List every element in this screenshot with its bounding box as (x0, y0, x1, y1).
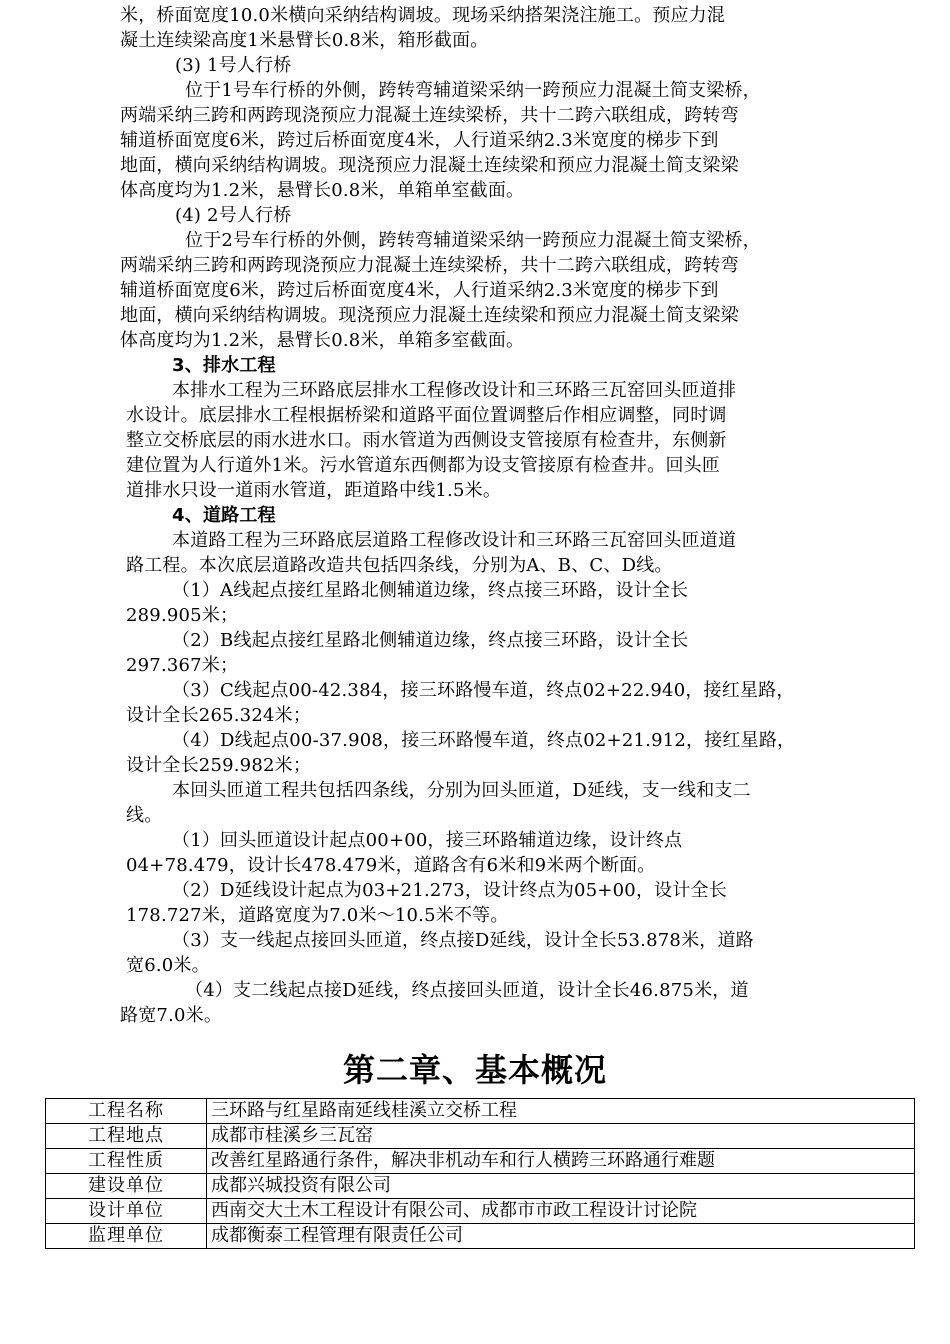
ramp-intro-2: 线。 (126, 805, 163, 826)
info-table-row (46, 1224, 915, 1249)
drainage-line-2: 水设计。底层排水工程根据桥梁和道路平面位置调整后作相应调整，同时调 (126, 405, 727, 426)
footbridge-2-line-4: 地面，横向采纳结构调坡。现浇预应力混凝土连续梁和预应力混凝土简支梁梁 (120, 305, 739, 326)
info-table-key: 工程名称 (46, 1099, 207, 1124)
project-info-table-body (46, 1099, 915, 1249)
heading-road: 4、道路工程 (172, 505, 276, 526)
ramp-3-line-2: 宽6.0米。 (126, 955, 210, 976)
ramp-1-line-2: 04+78.479，设计长478.479米，道路含有6米和9米两个断面。 (126, 855, 656, 876)
info-table-row (46, 1174, 915, 1199)
info-table-row (46, 1149, 915, 1174)
info-table-key: 监理单位 (46, 1224, 207, 1249)
info-table-row (46, 1099, 915, 1124)
road-line-2: 路工程。本次底层道路改造共包括四条线，分别为A、B、C、D线。 (126, 555, 673, 576)
ramp-1-line-1: （1）回头匝道设计起点00+00，接三环路辅道边缘，设计终点 (172, 830, 683, 851)
heading-drainage: 3、排水工程 (172, 355, 276, 376)
line-c-1: （3）C线起点00-42.384，接三环路慢车道，终点02+22.940，接红星路， (172, 680, 795, 701)
info-table-value: 西南交大土木工程设计有限公司、成都市市政工程设计讨论院 (207, 1199, 915, 1224)
info-table-key: 设计单位 (46, 1199, 207, 1224)
subheading-footbridge-2: (4) 2号人行桥 (175, 205, 292, 226)
info-table-value: 成都衡泰工程管理有限责任公司 (207, 1224, 915, 1249)
drainage-line-4: 建位置为人行道外1米。污水管道东西侧都为设支管接原有检查井。回头匝 (126, 455, 721, 476)
info-table-key: 工程性质 (46, 1149, 207, 1174)
intro-line-1: 米，桥面宽度10.0米横向采纳结构调坡。现场采纳搭架浇注施工。预应力混 (120, 5, 726, 26)
ramp-2-line-2: 178.727米，道路宽度为7.0米～10.5米不等。 (126, 905, 509, 926)
line-d-1: （4）D线起点00-37.908，接三环路慢车道，终点02+21.912，接红星路， (172, 730, 796, 751)
intro-line-2: 凝土连续梁高度1米悬臂长0.8米，箱形截面。 (120, 30, 489, 51)
info-table-row (46, 1124, 915, 1149)
info-table-value: 成都市桂溪乡三瓦窑 (207, 1124, 915, 1149)
line-b-1: （2）B线起点接红星路北侧辅道边缘，终点接三环路，设计全长 (172, 630, 689, 651)
info-table-value: 改善红星路通行条件，解决非机动车和行人横跨三环路通行难题 (207, 1149, 915, 1174)
info-table-row (46, 1199, 915, 1224)
info-table-value: 成都兴城投资有限公司 (207, 1174, 915, 1199)
footbridge-2-line-2: 两端采纳三跨和两跨现浇预应力混凝土连续梁桥，共十二跨六联组成，跨转弯 (120, 255, 739, 276)
footbridge-2-line-5: 体高度均为1.2米，悬臂长0.8米，单箱多室截面。 (120, 330, 525, 351)
line-d-2: 设计全长259.982米； (126, 755, 312, 776)
footbridge-2-line-3: 辅道桥面宽度6米，跨过后桥面宽度4米，人行道采纳2.3米宽度的梯步下到 (120, 280, 719, 301)
road-line-1: 本道路工程为三环路底层道路工程修改设计和三环路三瓦窑回头匝道道 (172, 530, 737, 551)
project-info-table (45, 1098, 915, 1249)
chapter-title: 第二章、基本概况 (342, 1051, 607, 1089)
line-a-1: （1）A线起点接红星路北侧辅道边缘，终点接三环路，设计全长 (172, 580, 689, 601)
ramp-intro-1: 本回头匝道工程共包括四条线，分别为回头匝道，D延线，支一线和支二 (172, 780, 751, 801)
drainage-line-3: 整立交桥底层的雨水进水口。雨水管道为西侧设支管接原有检查井，东侧新 (126, 430, 727, 451)
line-b-2: 297.367米； (126, 655, 239, 676)
footbridge-1-line-1: 位于1号车行桥的外侧，跨转弯辅道梁采纳一跨预应力混凝土简支梁桥， (185, 80, 761, 101)
ramp-4-line-1: （4）支二线起点接D延线，终点接回头匝道，设计全长46.875米，道 (185, 980, 749, 1001)
info-table-key: 工程地点 (46, 1124, 207, 1149)
info-table-value: 三环路与红星路南延线桂溪立交桥工程 (207, 1099, 915, 1124)
ramp-4-line-2: 路宽7.0米。 (120, 1005, 223, 1026)
drainage-line-5: 道排水只设一道雨水管道，距道路中线1.5米。 (126, 480, 502, 501)
ramp-2-line-1: （2）D延线设计起点为03+21.273，设计终点为05+00，设计全长 (172, 880, 727, 901)
subheading-footbridge-1: (3) 1号人行桥 (175, 55, 292, 76)
footbridge-1-line-4: 地面，横向采纳结构调坡。现浇预应力混凝土连续梁和预应力混凝土简支梁梁 (120, 155, 739, 176)
ramp-3-line-1: （3）支一线起点接回头匝道，终点接D延线，设计全长53.878米，道路 (172, 930, 754, 951)
drainage-line-1: 本排水工程为三环路底层排水工程修改设计和三环路三瓦窑回头匝道排 (172, 380, 737, 401)
footbridge-2-line-1: 位于2号车行桥的外侧，跨转弯辅道梁采纳一跨预应力混凝土简支梁桥， (185, 230, 761, 251)
footbridge-1-line-5: 体高度均为1.2米，悬臂长0.8米，单箱单室截面。 (120, 180, 525, 201)
line-c-2: 设计全长265.324米； (126, 705, 312, 726)
info-table-key: 建设单位 (46, 1174, 207, 1199)
line-a-2: 289.905米； (126, 605, 239, 626)
footbridge-1-line-2: 两端采纳三跨和两跨现浇预应力混凝土连续梁桥，共十二跨六联组成，跨转弯 (120, 105, 739, 126)
footbridge-1-line-3: 辅道桥面宽度6米，跨过后桥面宽度4米，人行道采纳2.3米宽度的梯步下到 (120, 130, 719, 151)
